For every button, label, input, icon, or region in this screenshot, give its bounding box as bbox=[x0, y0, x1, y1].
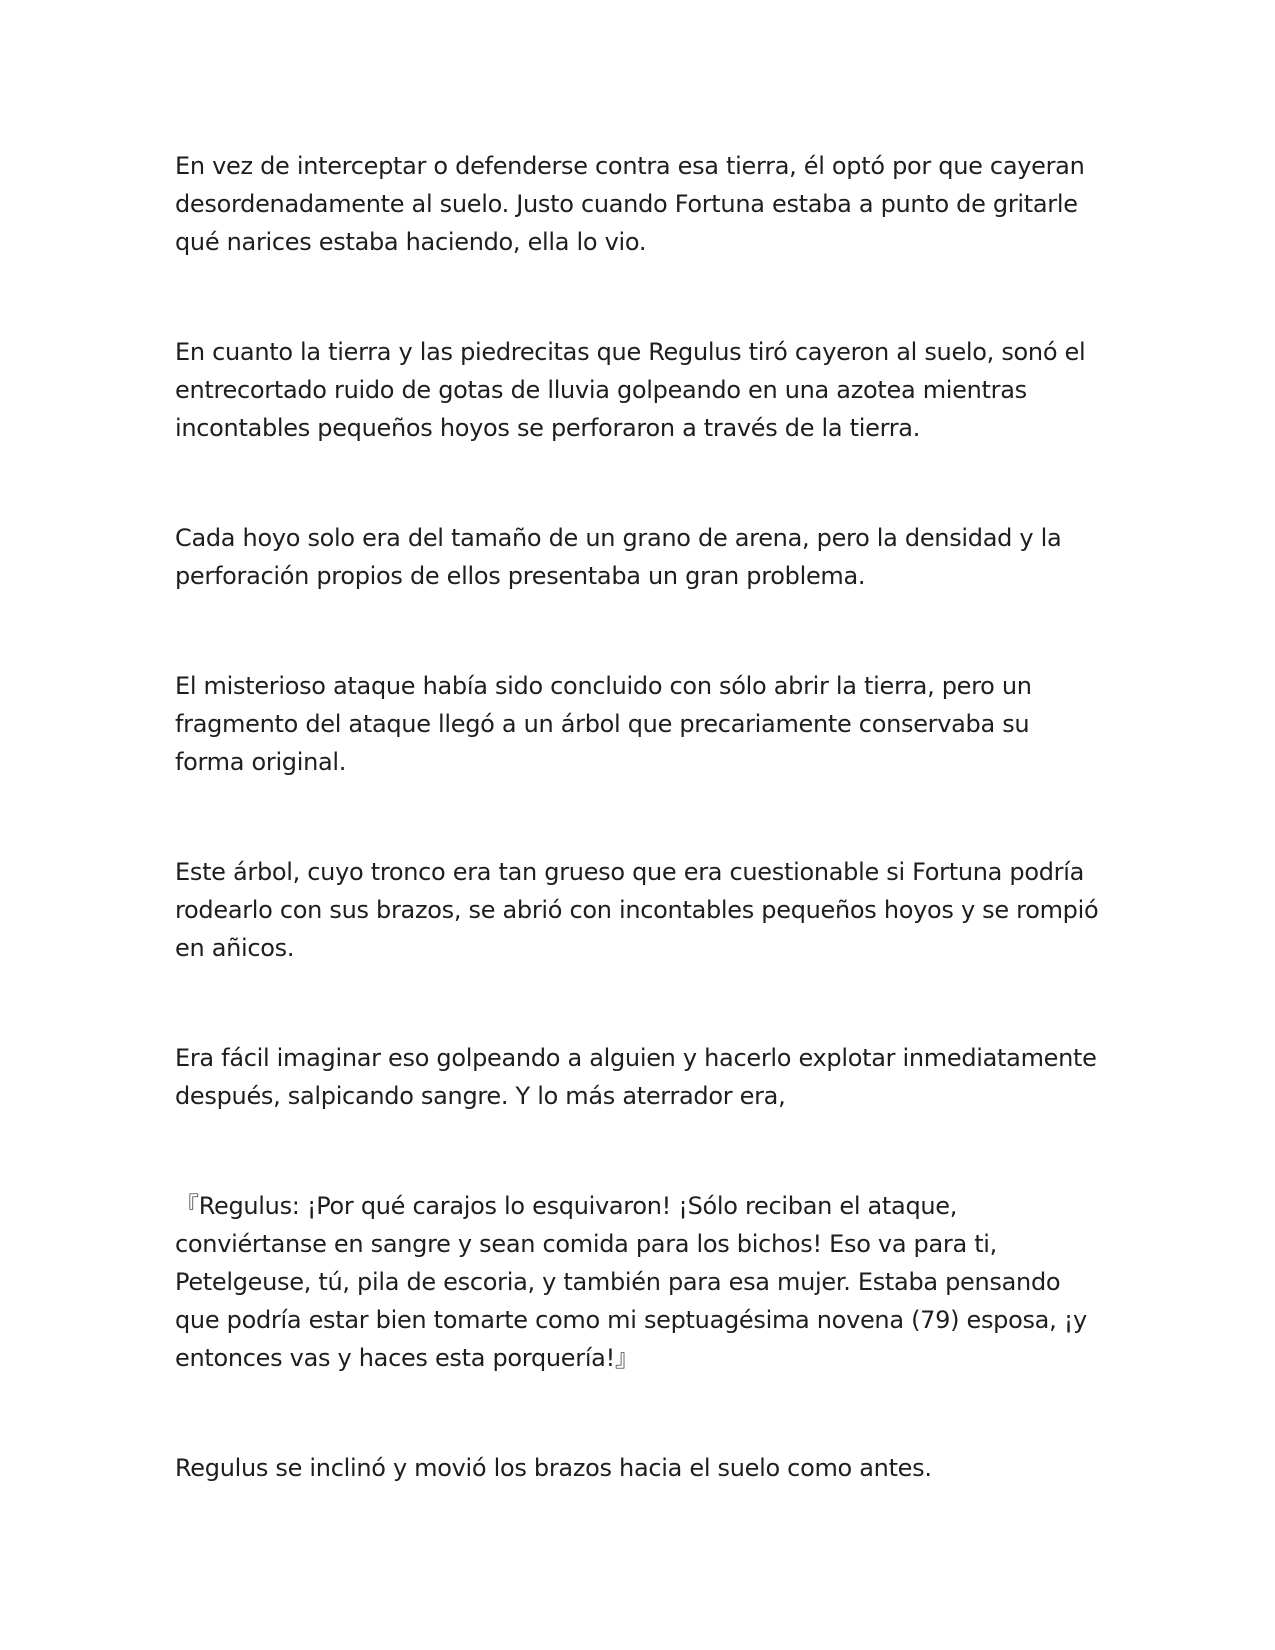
paragraph-2: En cuanto la tierra y las piedrecitas que Regulus tiró cayeron al suelo, sonó el entrecortado ruido de gotas de lluvia golpeando en una azotea mientras incontables pequeños hoyos se perforaron a través de la tierra. bbox=[175, 338, 1086, 442]
paragraph-1: En vez de interceptar o defenderse contra esa tierra, él optó por que cayeran desordenadamente al suelo. Justo cuando Fortuna estaba a punto de gritarle qué narices estaba haciendo, ella lo vio. bbox=[175, 152, 1085, 256]
body-text bbox=[175, 147, 1105, 1487]
paragraph-8: Regulus se inclinó y movió los brazos hacia el suelo como antes. bbox=[175, 1454, 932, 1482]
paragraph-7-dialogue: 『Regulus: ¡Por qué carajos lo esquivaron! ¡Sólo reciban el ataque, conviértanse en sangre y sean comida para los bichos! Eso va para ti, Petelgeuse, tú, pila de escoria, y también para esa mujer. Estaba pensando que podría estar bien tomarte como mi septuagésima novena (79) esposa, ¡y entonces vas y haces esta porquería!』 bbox=[175, 1192, 1087, 1372]
paragraph-5: Este árbol, cuyo tronco era tan grueso que era cuestionable si Fortuna podría rodearlo con sus brazos, se abrió con incontables pequeños hoyos y se rompió en añicos. bbox=[175, 858, 1099, 962]
paragraph-3: Cada hoyo solo era del tamaño de un grano de arena, pero la densidad y la perforación propios de ellos presentaba un gran problema. bbox=[175, 524, 1062, 590]
paragraph-4: El misterioso ataque había sido concluido con sólo abrir la tierra, pero un fragmento del ataque llegó a un árbol que precariamente conservaba su forma original. bbox=[175, 672, 1032, 776]
paragraph-6: Era fácil imaginar eso golpeando a alguien y hacerlo explotar inmediatamente después, salpicando sangre. Y lo más aterrador era, bbox=[175, 1044, 1097, 1110]
